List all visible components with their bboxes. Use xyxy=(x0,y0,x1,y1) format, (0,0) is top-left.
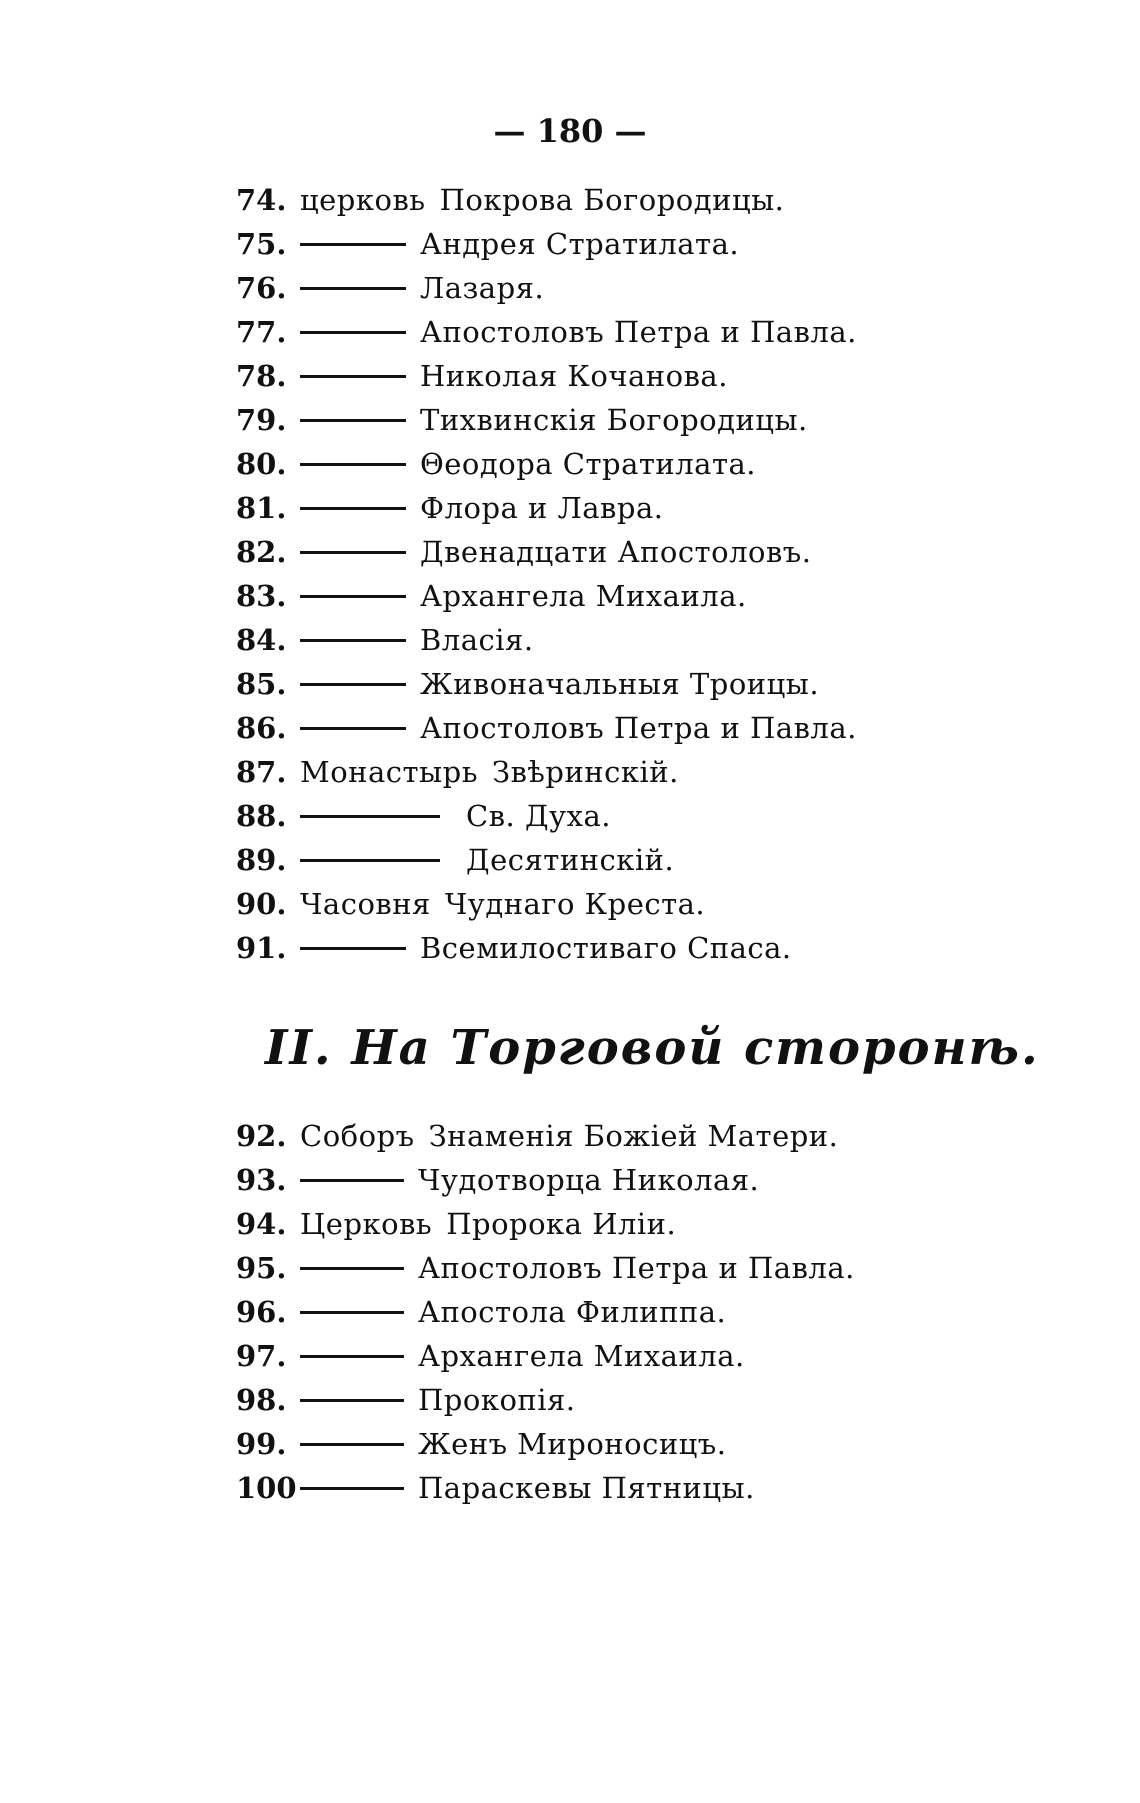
item-number: 93. xyxy=(236,1163,287,1197)
item-number: 98. xyxy=(236,1383,287,1417)
list-item xyxy=(236,222,857,266)
list-item xyxy=(236,178,857,222)
item-number: 75. xyxy=(236,227,287,261)
item-lead: церковь xyxy=(300,183,426,217)
item-text: Женъ Мироносицъ. xyxy=(418,1427,727,1461)
ditto-dash xyxy=(300,1355,404,1358)
list-item xyxy=(236,794,857,838)
item-text: Архангела Михаила. xyxy=(420,579,747,613)
item-text: Апостола Филиппа. xyxy=(418,1295,727,1329)
item-text: Св. Духа. xyxy=(466,799,611,833)
list-item xyxy=(236,618,857,662)
item-text: Архангела Михаила. xyxy=(418,1339,745,1373)
item-text: Знаменія Божіей Матери. xyxy=(428,1119,839,1153)
item-text: Пророка Иліи. xyxy=(446,1207,677,1241)
item-number: 84. xyxy=(236,623,287,657)
list-item xyxy=(236,486,857,530)
item-number: 86. xyxy=(236,711,287,745)
item-number: 83. xyxy=(236,579,287,613)
ditto-dash xyxy=(300,1399,404,1402)
item-text: Всемилостиваго Спаса. xyxy=(420,931,792,965)
item-number: 92. xyxy=(236,1119,287,1153)
item-text: Апостоловъ Петра и Павла. xyxy=(420,315,857,349)
ditto-dash xyxy=(300,551,406,554)
list-item xyxy=(236,1114,855,1158)
item-number: 80. xyxy=(236,447,287,481)
list-item xyxy=(236,1158,855,1202)
list-item xyxy=(236,442,857,486)
ditto-dash xyxy=(300,727,406,730)
ditto-dash xyxy=(300,859,440,862)
item-text: Прокопія. xyxy=(418,1383,576,1417)
item-number: 74. xyxy=(236,183,287,217)
item-text: Флора и Лавра. xyxy=(420,491,664,525)
item-number: 91. xyxy=(236,931,287,965)
ditto-dash xyxy=(300,1487,404,1490)
item-text: Тихвинскія Богородицы. xyxy=(420,403,808,437)
page-number: — 180 — xyxy=(493,112,647,150)
church-list-section-one xyxy=(236,178,857,970)
item-number: 82. xyxy=(236,535,287,569)
item-text: Чудотворца Николая. xyxy=(418,1163,760,1197)
list-item xyxy=(236,354,857,398)
item-text: Чуднаго Креста. xyxy=(444,887,706,921)
item-number: 85. xyxy=(236,667,287,701)
ditto-dash xyxy=(300,1179,404,1182)
item-text: Звѣринскій. xyxy=(492,755,679,789)
item-text: Покрова Богородицы. xyxy=(439,183,785,217)
item-text: Десятинскій. xyxy=(466,843,675,877)
list-item xyxy=(236,1246,855,1290)
section-heading: II. На Торговой сторонѣ. xyxy=(265,1020,1040,1076)
list-item xyxy=(236,926,857,970)
item-number: 89. xyxy=(236,843,287,877)
ditto-dash xyxy=(300,1443,404,1446)
ditto-dash xyxy=(300,331,406,334)
list-item xyxy=(236,750,857,794)
item-text: Николая Кочанова. xyxy=(420,359,728,393)
list-item xyxy=(236,1202,855,1246)
ditto-dash xyxy=(300,639,406,642)
item-text: Живоначальныя Троицы. xyxy=(420,667,820,701)
item-number: 81. xyxy=(236,491,287,525)
list-item xyxy=(236,310,857,354)
list-item xyxy=(236,1378,855,1422)
ditto-dash xyxy=(300,375,406,378)
list-item xyxy=(236,1334,855,1378)
list-item xyxy=(236,574,857,618)
item-number: 99. xyxy=(236,1427,287,1461)
ditto-dash xyxy=(300,287,406,290)
item-number: 76. xyxy=(236,271,287,305)
item-number: 88. xyxy=(236,799,287,833)
item-number: 94. xyxy=(236,1207,287,1241)
item-number: 90. xyxy=(236,887,287,921)
list-item xyxy=(236,266,857,310)
item-text: Андрея Стратилата. xyxy=(420,227,740,261)
item-lead: Церковь xyxy=(300,1207,433,1241)
item-number: 96. xyxy=(236,1295,287,1329)
item-text: Лазаря. xyxy=(420,271,545,305)
ditto-dash xyxy=(300,507,406,510)
ditto-dash xyxy=(300,463,406,466)
list-item xyxy=(236,838,857,882)
item-number: 77. xyxy=(236,315,287,349)
ditto-dash xyxy=(300,815,440,818)
item-number: 78. xyxy=(236,359,287,393)
item-text: Апостоловъ Петра и Павла. xyxy=(418,1251,855,1285)
list-item xyxy=(236,706,857,750)
item-number: 79. xyxy=(236,403,287,437)
item-number: 87. xyxy=(236,755,287,789)
item-text: Параскевы Пятницы. xyxy=(418,1471,755,1505)
item-number: 97. xyxy=(236,1339,287,1373)
church-list-section-two xyxy=(236,1114,855,1510)
ditto-dash xyxy=(300,1311,404,1314)
ditto-dash xyxy=(300,419,406,422)
list-item xyxy=(236,530,857,574)
item-lead: Монастырь xyxy=(300,755,478,789)
item-text: Θеодора Стратилата. xyxy=(420,447,757,481)
item-number: 95. xyxy=(236,1251,287,1285)
ditto-dash xyxy=(300,1267,404,1270)
list-item xyxy=(236,882,857,926)
list-item xyxy=(236,662,857,706)
ditto-dash xyxy=(300,595,406,598)
item-number: 100 xyxy=(236,1471,297,1505)
ditto-dash xyxy=(300,683,406,686)
item-text: Власія. xyxy=(420,623,534,657)
item-text: Двенадцати Апостоловъ. xyxy=(420,535,812,569)
ditto-dash xyxy=(300,947,406,950)
list-item xyxy=(236,1290,855,1334)
ditto-dash xyxy=(300,243,406,246)
list-item xyxy=(236,1466,855,1510)
item-text: Апостоловъ Петра и Павла. xyxy=(420,711,857,745)
list-item xyxy=(236,398,857,442)
list-item xyxy=(236,1422,855,1466)
item-lead: Соборъ xyxy=(300,1119,415,1153)
item-lead: Часовня xyxy=(300,887,431,921)
